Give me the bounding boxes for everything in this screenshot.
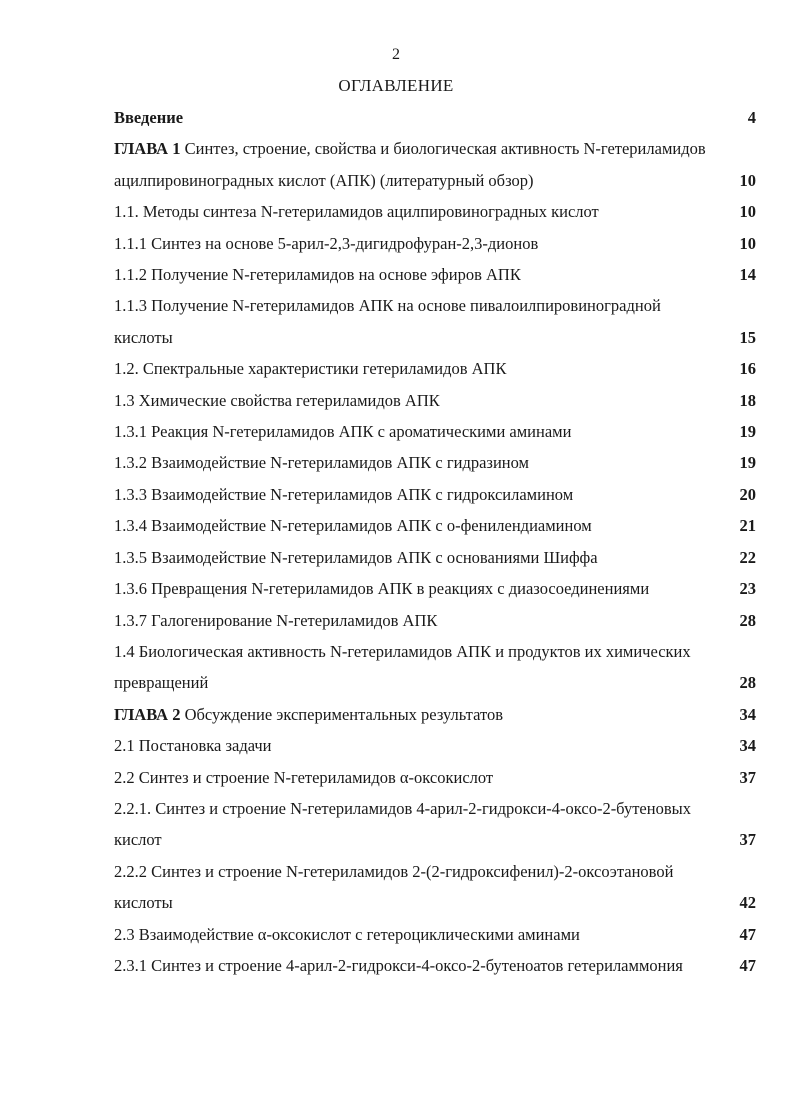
toc-entry-text: 1.2. Спектральные характеристики гетериламидов АПК <box>114 359 507 379</box>
toc-entry-text: 1.4 Биологическая активность N-гетериламидов АПК и продуктов их химических превращений <box>114 641 691 693</box>
toc-page-number: 47 <box>739 924 756 944</box>
toc-page-number: 20 <box>739 484 756 504</box>
toc-page-number: 15 <box>739 327 756 347</box>
toc-entry-text: 1.1.1 Синтез на основе 5-арил-2,3-дигидрофуран-2,3-дионов <box>114 233 539 253</box>
toc-title: ОГЛАВЛЕНИЕ <box>338 76 454 95</box>
toc-entry-label: ГЛАВА 2 <box>114 704 181 724</box>
toc-entry[interactable] <box>114 479 756 510</box>
toc-entry-chapter-2[interactable] <box>114 699 756 730</box>
toc-page-number: 28 <box>739 610 756 630</box>
toc-page-number: 28 <box>739 673 756 693</box>
toc-entry-text: 2.2 Синтез и строение N-гетериламидов α-оксокислот <box>114 767 494 787</box>
toc-page-number: 42 <box>739 893 756 913</box>
toc-page-number: 19 <box>739 453 756 473</box>
toc-page-number: 37 <box>739 767 756 787</box>
toc-entry-label: Введение <box>114 108 184 127</box>
toc-entry[interactable] <box>114 762 756 793</box>
toc-entry[interactable] <box>114 793 756 856</box>
toc-page-number: 10 <box>739 233 756 253</box>
toc-page-number: 23 <box>739 579 756 599</box>
toc-entry-text: 1.1. Методы синтеза N-гетериламидов ацилпировиноградных кислот <box>114 202 599 222</box>
toc-entry-text: Обсуждение экспериментальных результатов <box>184 704 503 724</box>
toc-entry[interactable] <box>114 290 756 353</box>
toc-entry[interactable] <box>114 416 756 447</box>
toc-entry[interactable] <box>114 950 756 981</box>
toc-page-number: 47 <box>739 955 756 975</box>
toc-entry[interactable] <box>114 353 756 384</box>
toc-page-number: 34 <box>739 736 756 756</box>
page-number: 2 <box>392 46 400 63</box>
table-of-contents <box>114 102 756 981</box>
toc-page-number: 22 <box>739 547 756 567</box>
toc-entry[interactable] <box>114 228 756 259</box>
toc-entry-introduction[interactable] <box>114 102 756 133</box>
toc-entry-text: 2.2.1. Синтез и строение N-гетериламидов 4-арил-2-гидрокси-4-оксо-2-бутеновых кислот <box>114 798 691 850</box>
toc-entry[interactable] <box>114 385 756 416</box>
toc-entry-text: 1.3.2 Взаимодействие N-гетериламидов АПК с гидразином <box>114 453 529 473</box>
toc-entry-text: 1.3.1 Реакция N-гетериламидов АПК с ароматическими аминами <box>114 422 572 442</box>
toc-entry[interactable] <box>114 542 756 573</box>
toc-entry-text-continued: кислоты <box>114 893 173 913</box>
toc-entry-label: ГЛАВА 1 <box>114 139 181 159</box>
toc-page-number: 16 <box>739 359 756 379</box>
toc-entry[interactable] <box>114 730 756 761</box>
toc-entry[interactable] <box>114 196 756 227</box>
toc-entry-text: 1.3.4 Взаимодействие N-гетериламидов АПК с о-фенилендиамином <box>114 516 592 536</box>
toc-entry[interactable] <box>114 259 756 290</box>
toc-entry[interactable] <box>114 573 756 604</box>
toc-entry-text: 1.1.3 Получение N-гетериламидов АПК на основе пивалоилпировиноградной <box>114 296 661 316</box>
toc-entry-text: 2.2.2 Синтез и строение N-гетериламидов 2-(2-гидроксифенил)-2-оксоэтановой <box>114 861 674 881</box>
toc-entry[interactable] <box>114 605 756 636</box>
toc-entry[interactable] <box>114 447 756 478</box>
toc-entry-text-continued: кислоты <box>114 327 173 347</box>
toc-page-number: 18 <box>739 390 756 410</box>
toc-page-number: 21 <box>739 516 756 536</box>
toc-entry-text: 1.1.2 Получение N-гетериламидов на основе эфиров АПК <box>114 265 521 285</box>
toc-page-number: 14 <box>739 265 756 285</box>
toc-page-number: 10 <box>739 202 756 222</box>
toc-page-number: 19 <box>739 422 756 442</box>
toc-entry-text: Синтез, строение, свойства и биологическая активность N-гетериламидов ацилпировиноградных кислот (АПК) (литературный обзор) <box>114 139 706 190</box>
toc-entry-chapter-1[interactable] <box>114 133 756 196</box>
toc-entry[interactable] <box>114 636 756 699</box>
toc-entry-text: 1.3.6 Превращения N-гетериламидов АПК в реакциях с диазосоединениями <box>114 579 650 599</box>
toc-entry-text: 1.3.3 Взаимодействие N-гетериламидов АПК с гидроксиламином <box>114 484 574 504</box>
toc-page-number: 10 <box>739 170 756 190</box>
toc-entry[interactable] <box>114 856 756 919</box>
toc-entry-text: 1.3 Химические свойства гетериламидов АПК <box>114 390 440 410</box>
toc-entry-text: 1.3.7 Галогенирование N-гетериламидов АПК <box>114 610 438 630</box>
toc-entry[interactable] <box>114 919 756 950</box>
toc-page-number: 37 <box>739 830 756 850</box>
toc-entry-text: 2.3.1 Синтез и строение 4-арил-2-гидрокси-4-оксо-2-бутеноатов гетериламмония <box>114 955 683 975</box>
toc-entry-text: 2.3 Взаимодействие α-оксокислот с гетероциклическими аминами <box>114 924 580 944</box>
toc-entry-text: 2.1 Постановка задачи <box>114 736 272 756</box>
toc-page-number: 34 <box>739 704 756 724</box>
toc-entry-text: 1.3.5 Взаимодействие N-гетериламидов АПК с основаниями Шиффа <box>114 547 598 567</box>
toc-entry[interactable] <box>114 510 756 541</box>
toc-page-number: 4 <box>747 108 756 127</box>
